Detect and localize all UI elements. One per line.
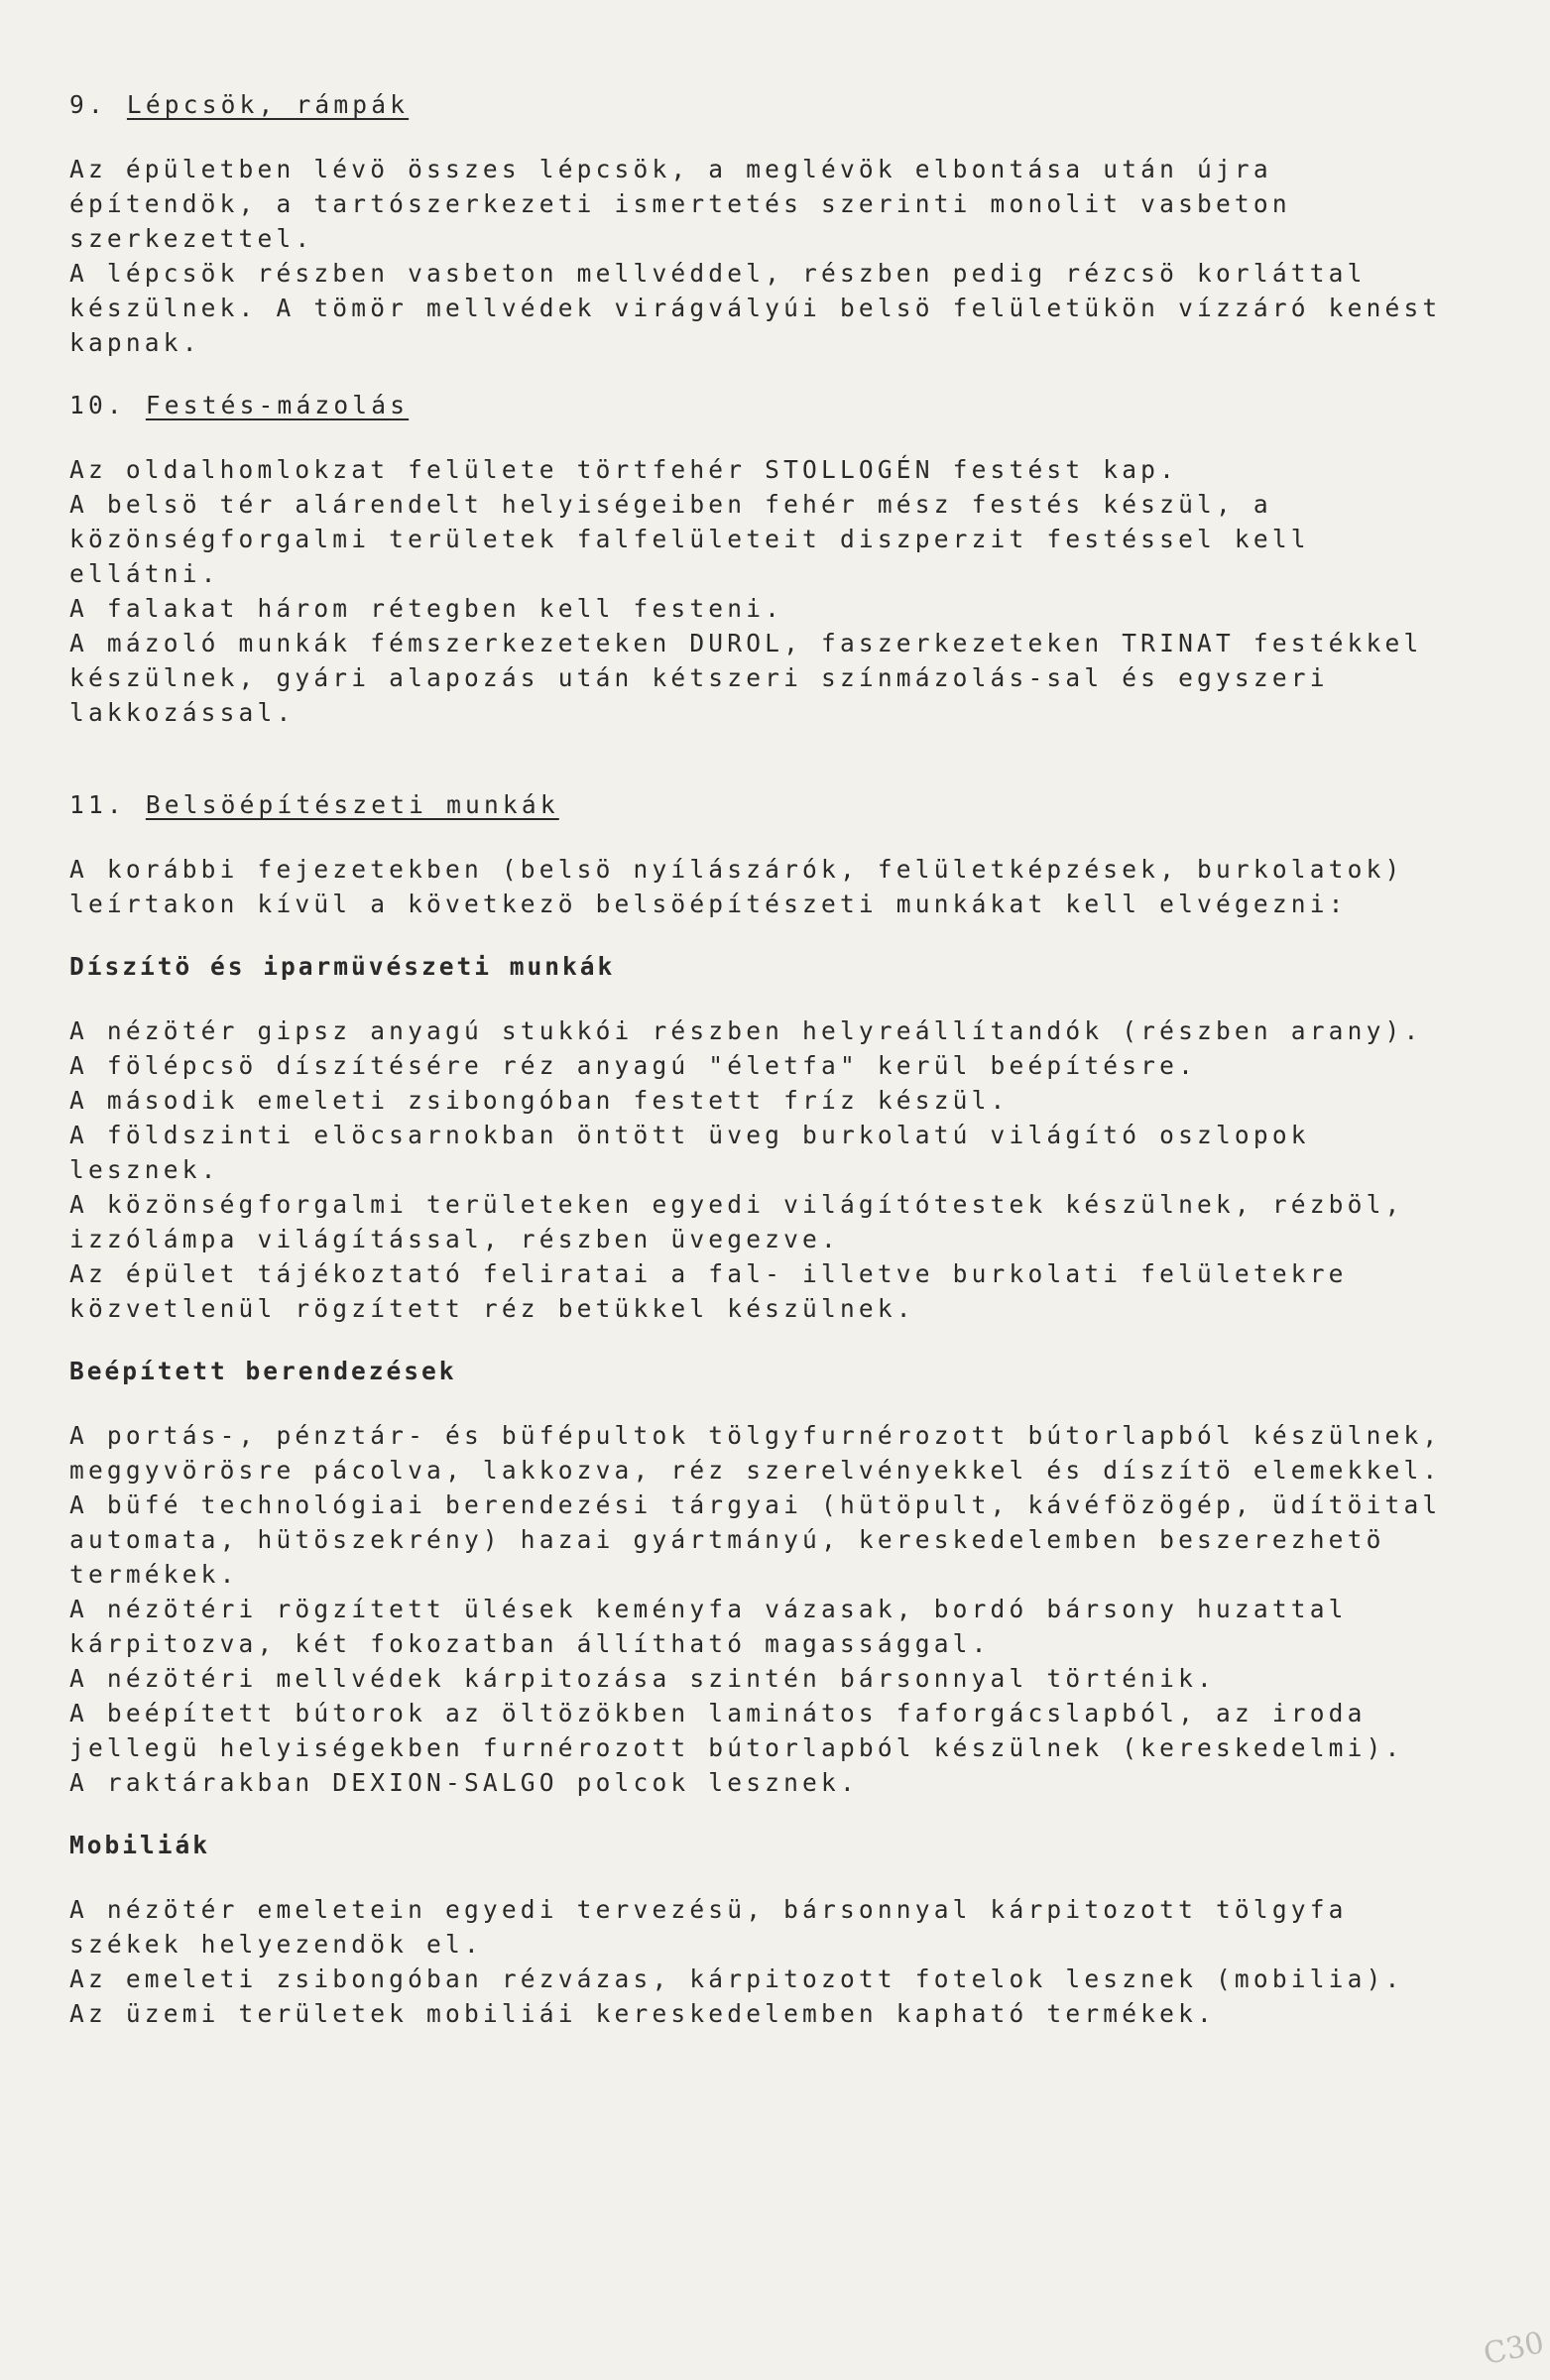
subsection-body: [69, 1418, 1451, 1800]
paragraph: A belsö tér alárendelt helyiségeiben fehér mész festés készül, a közönségforgalmi területek falfelületeit diszperzit festéssel kell ellátni.: [69, 490, 1310, 588]
paragraph: A nézötéri rögzített ülések keményfa vázasak, bordó bársony huzattal kárpitozva, két fokozatban állítható magassággal.: [69, 1595, 1348, 1658]
section-11-heading: [69, 787, 1451, 822]
section-number: 10.: [69, 391, 126, 419]
paragraph: A beépített bútorok az öltözökben laminátos faforgácslapból, az iroda jellegü helyiségekben furnérozott bútorlapból készülnek (kereskedelmi).: [69, 1699, 1404, 1762]
paragraph: A fölépcsö díszítésére réz anyagú "életfa" kerül beépítésre.: [69, 1051, 1198, 1080]
section-title: Festés-mázolás: [145, 391, 410, 419]
section-title: Belsöépítészeti munkák: [145, 790, 559, 819]
paragraph: A nézötér emeletein egyedi tervezésü, bársonnyal kárpitozott tölgyfa székek helyezendök el.: [69, 1895, 1348, 1959]
subsection-heading: Díszítö és iparmüvészeti munkák: [69, 952, 616, 981]
paragraph: A nézötér gipsz anyagú stukkói részben helyreállítandók (részben arany).: [69, 1016, 1423, 1045]
subsection-heading: Mobiliák: [69, 1831, 211, 1859]
paragraph: A nézötéri mellvédek kárpitozása szintén bársonnyal történik.: [69, 1664, 1216, 1693]
section-9-body: [69, 152, 1451, 360]
section-number: 9.: [69, 90, 107, 119]
page-number-mark: C30: [1480, 2325, 1547, 2372]
paragraph: Az oldalhomlokzat felülete törtfehér STOLLOGÉN festést kap.: [69, 455, 1179, 484]
section-10-body: [69, 452, 1451, 730]
subsection-heading: Beépített berendezések: [69, 1357, 457, 1385]
section-11-intro: [69, 852, 1451, 921]
paragraph: Az épület tájékoztató feliratai a fal- illetve burkolati felületekre közvetlenül rögzített réz betükkel készülnek.: [69, 1259, 1348, 1323]
section-10-heading: [69, 388, 1451, 422]
paragraph: A portás-, pénztár- és büfépultok tölgyfurnérozott bútorlapból készülnek, meggyvörösre pácolva, lakkozva, réz szerelvényekkel és díszítö elemekkel.: [69, 1421, 1442, 1485]
paragraph: A falakat három rétegben kell festeni.: [69, 594, 784, 623]
paragraph: A büfé technológiai berendezési tárgyai (hütöpult, kávéfözögép, üdítöital automata, hütöszekrény) hazai gyártmányú, kereskedelemben beszerezhetö termékek.: [69, 1490, 1442, 1589]
paragraph: A korábbi fejezetekben (belsö nyílászárók, felületképzések, burkolatok) leírtakon kívül a következö belsöépítészeti munkákat kell elvégezni:: [69, 855, 1404, 918]
paragraph: A földszinti elöcsarnokban öntött üveg burkolatú világító oszlopok lesznek.: [69, 1121, 1310, 1184]
section-number: 11.: [69, 790, 126, 819]
paragraph: A mázoló munkák fémszerkezeteken DUROL, faszerkezeteken TRINAT festékkel készülnek, gyári alapozás után kétszeri színmázolás-sal és egyszeri lakkozással.: [69, 629, 1423, 727]
paragraph: A második emeleti zsibongóban festett fríz készül.: [69, 1086, 1010, 1115]
paragraph: Az üzemi területek mobiliái kereskedelemben kapható termékek.: [69, 1999, 1216, 2028]
paragraph: Az épületben lévö összes lépcsök, a meglévök elbontása után újra építendök, a tartószerkezeti ismertetés szerinti monolit vasbeton szerkezettel.: [69, 155, 1291, 253]
section-title: Lépcsök, rámpák: [126, 90, 410, 119]
section-9-heading: [69, 87, 1451, 122]
paragraph: A raktárakban DEXION-SALGO polcok lesznek.: [69, 1768, 859, 1797]
paragraph: A közönségforgalmi területeken egyedi világítótestek készülnek, rézböl, izzólámpa világítással, részben üvegezve.: [69, 1190, 1404, 1253]
subsection-body: [69, 1892, 1451, 2031]
subsection-body: [69, 1013, 1451, 1326]
paragraph: Az emeleti zsibongóban rézvázas, kárpitozott fotelok lesznek (mobilia).: [69, 1964, 1404, 1993]
paragraph: A lépcsök részben vasbeton mellvéddel, részben pedig rézcsö korláttal készülnek. A tömör mellvédek virágvályúi belsö felületükön vízzáró kenést kapnak.: [69, 259, 1442, 357]
